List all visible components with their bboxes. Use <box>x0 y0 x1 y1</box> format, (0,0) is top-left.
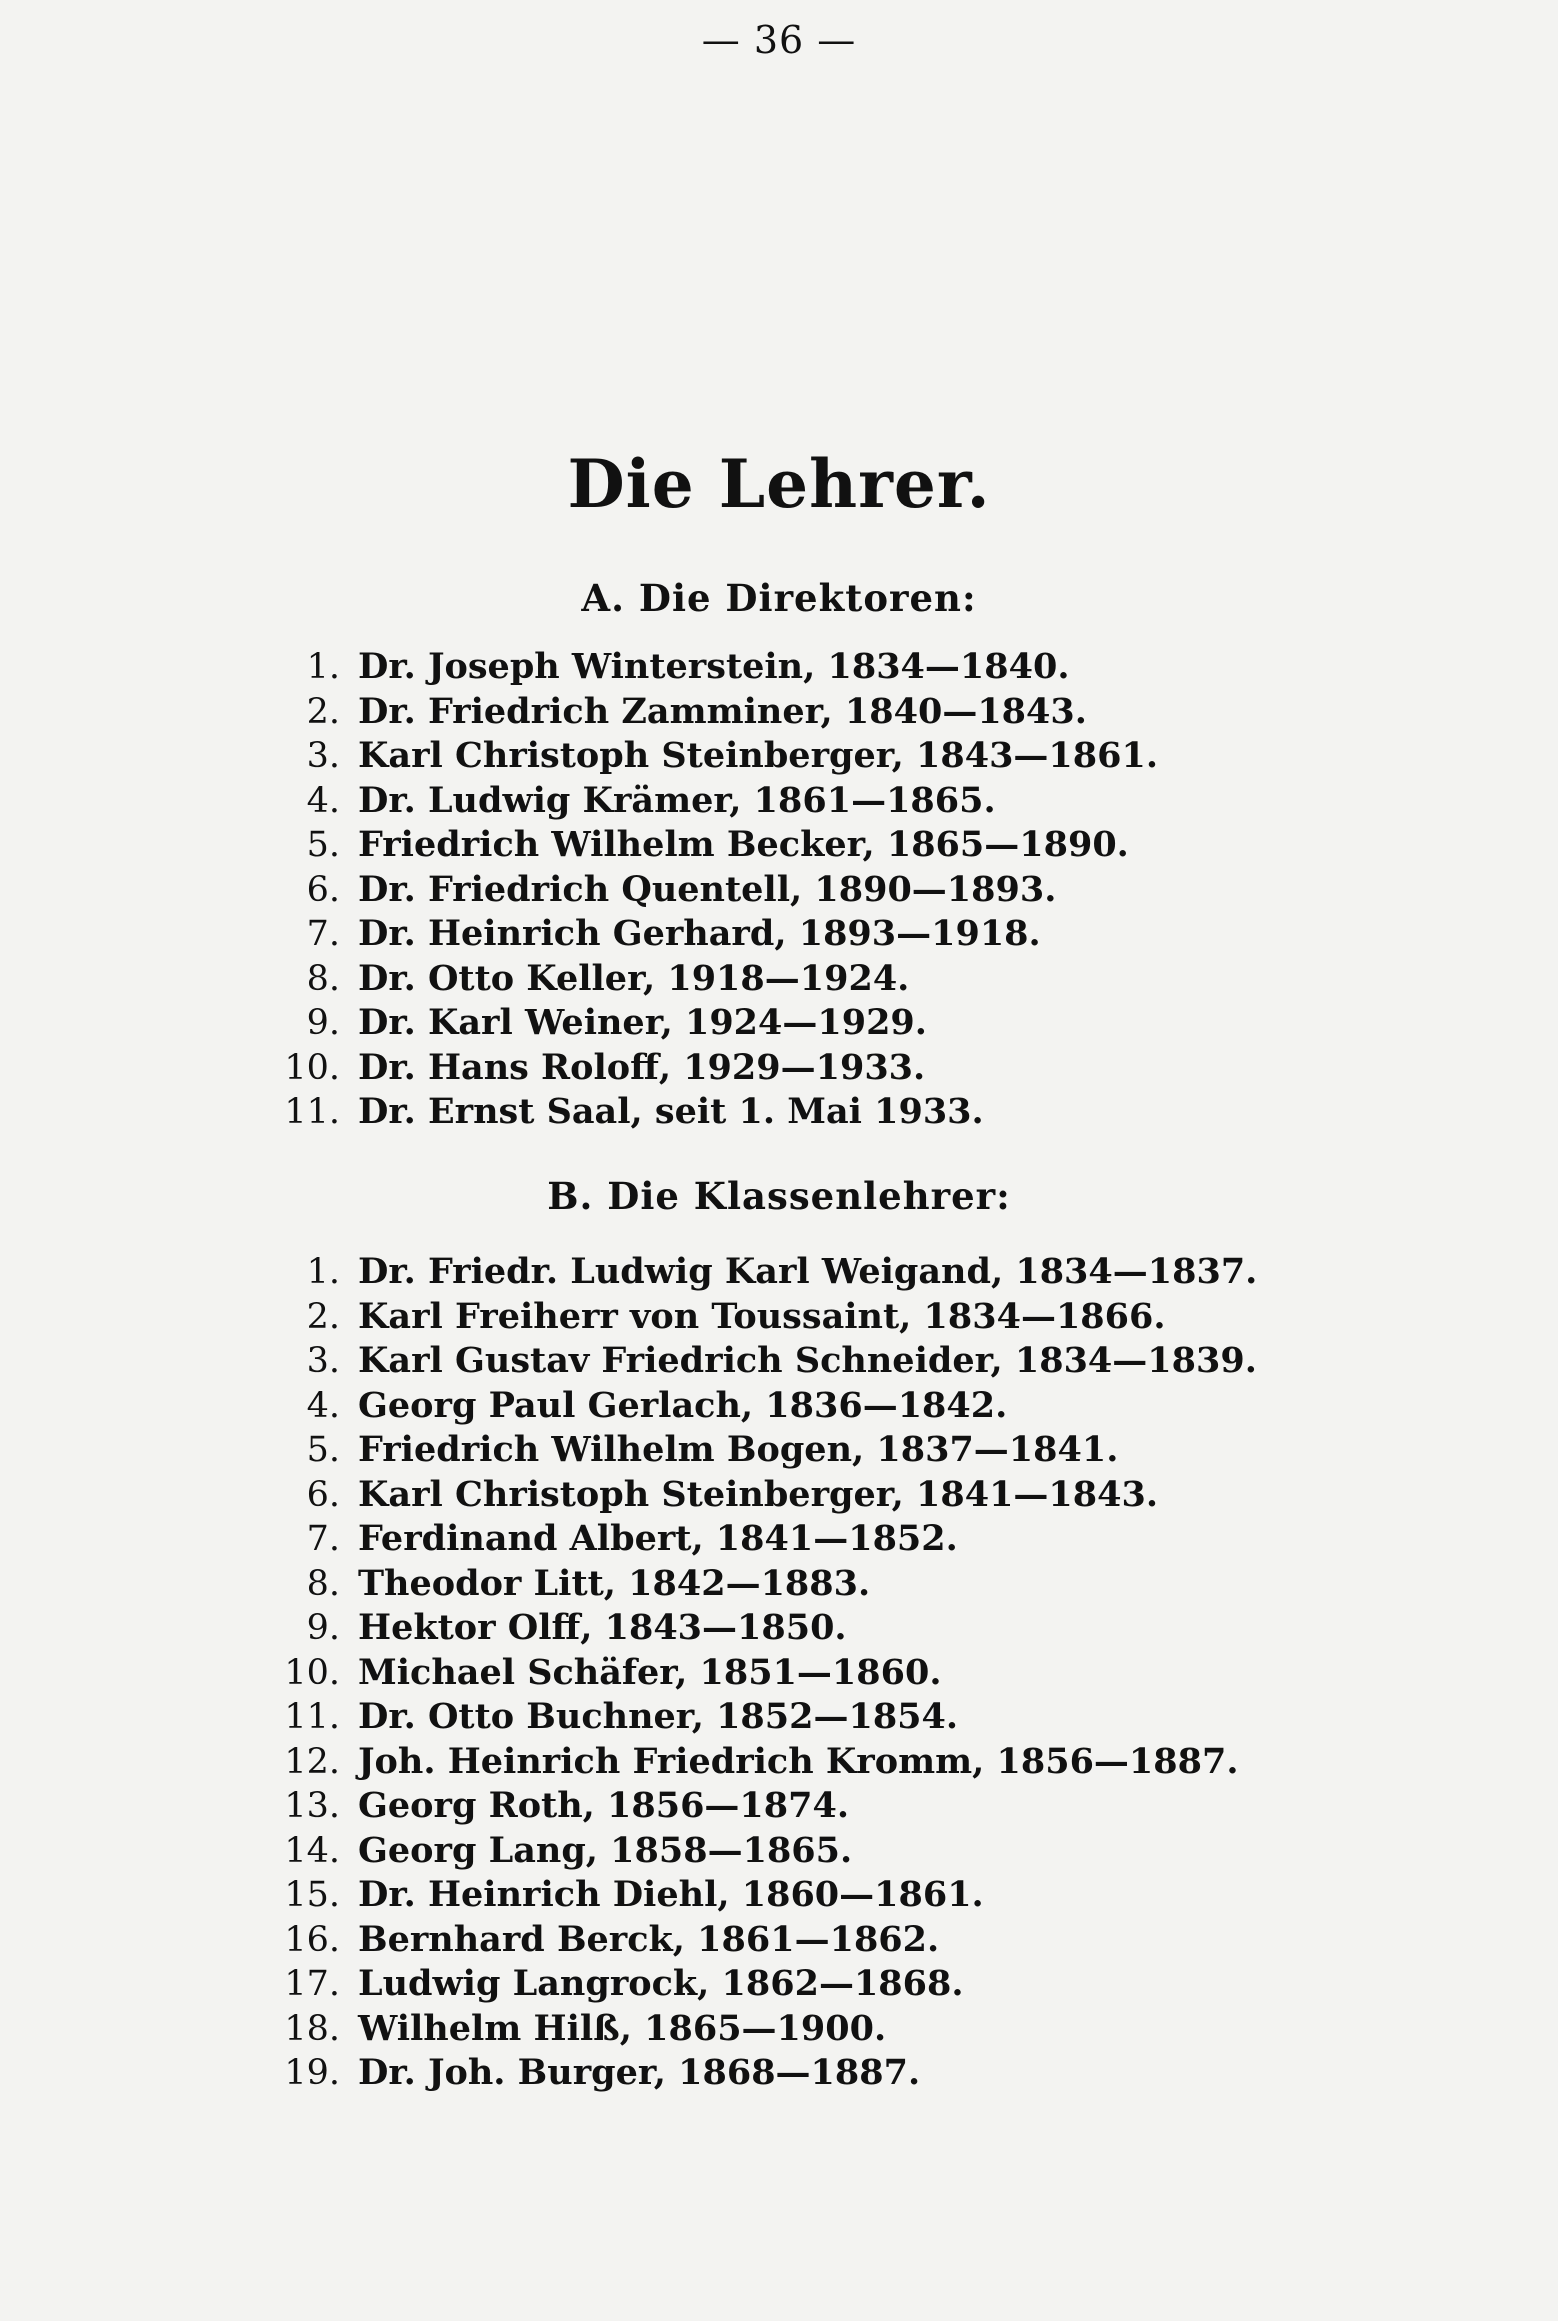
entry-number: 12. <box>284 1741 340 1782</box>
entry-number: 8. <box>306 958 340 999</box>
list-item <box>260 645 1340 690</box>
entry-text: Dr. Otto Buchner, 1852—1854. <box>358 1696 959 1737</box>
entry-text: Dr. Heinrich Gerhard, 1893—1918. <box>358 913 1041 954</box>
list-item <box>260 1250 1340 1295</box>
entry-text: Karl Christoph Steinberger, 1841—1843. <box>358 1473 1159 1515</box>
list-item <box>260 1046 1340 1091</box>
entry-text: Dr. Ernst Saal, seit 1. Mai 1933. <box>358 1091 984 1132</box>
entry-number: 10. <box>284 1652 340 1693</box>
entry-text: Wilhelm Hilß, 1865—1900. <box>358 2007 887 2049</box>
entry-number: 18. <box>284 2008 340 2049</box>
entry-text: Dr. Joh. Burger, 1868—1887. <box>358 2052 921 2093</box>
entry-number: 4. <box>306 780 340 821</box>
entry-text: Dr. Hans Roloff, 1929—1933. <box>358 1046 926 1088</box>
entry-text: Bernhard Berck, 1861—1862. <box>358 1918 940 1960</box>
entry-number: 9. <box>306 1608 340 1648</box>
list-item <box>260 1784 1340 1829</box>
entry-text: Friedrich Wilhelm Becker, 1865—1890. <box>358 824 1129 865</box>
entry-number: 5. <box>306 1430 340 1470</box>
section-heading-directors: A. Die Direktoren: <box>581 576 977 620</box>
entry-text: Joh. Heinrich Friedrich Kromm, 1856—1887. <box>358 1740 1239 1782</box>
entry-text: Hektor Olff, 1843—1850. <box>358 1607 847 1648</box>
list-item <box>260 868 1340 913</box>
entry-text: Ferdinand Albert, 1841—1852. <box>358 1518 958 1559</box>
list-item <box>260 734 1340 779</box>
page-number: — 36 — <box>701 18 857 62</box>
list-item <box>260 1428 1340 1473</box>
list-item <box>260 1517 1340 1562</box>
list-item <box>260 2007 1340 2052</box>
entry-number: 1. <box>306 647 340 687</box>
list-item <box>260 1740 1340 1785</box>
entry-number: 6. <box>306 869 340 910</box>
entry-number: 15. <box>284 1875 340 1915</box>
entry-number: 1. <box>306 1252 340 1292</box>
entry-number: 3. <box>306 736 340 776</box>
list-item <box>260 690 1340 735</box>
list-item <box>260 1606 1340 1651</box>
entry-text: Dr. Friedr. Ludwig Karl Weigand, 1834—1837. <box>358 1251 1258 1292</box>
entry-text: Ludwig Langrock, 1862—1868. <box>358 1963 964 2004</box>
entry-text: Georg Paul Gerlach, 1836—1842. <box>358 1384 1008 1426</box>
directors-list <box>260 645 1340 1135</box>
entry-number: 4. <box>306 1385 340 1426</box>
entry-text: Dr. Friedrich Zamminer, 1840—1843. <box>358 690 1087 732</box>
list-item <box>260 1473 1340 1518</box>
entry-text: Dr. Heinrich Diehl, 1860—1861. <box>358 1874 984 1915</box>
list-item <box>260 1295 1340 1340</box>
list-item <box>260 1384 1340 1429</box>
list-item <box>260 957 1340 1002</box>
entry-number: 11. <box>284 1092 340 1132</box>
entry-number: 3. <box>306 1341 340 1381</box>
class-teachers-list <box>260 1250 1340 2096</box>
list-item <box>260 1651 1340 1696</box>
entry-text: Dr. Otto Keller, 1918—1924. <box>358 957 910 999</box>
list-item <box>260 779 1340 824</box>
entry-text: Karl Gustav Friedrich Schneider, 1834—1839. <box>358 1340 1257 1381</box>
entry-number: 8. <box>306 1563 340 1604</box>
list-item <box>260 823 1340 868</box>
list-item <box>260 1962 1340 2007</box>
entry-number: 14. <box>284 1830 340 1871</box>
list-item <box>260 1090 1340 1135</box>
entry-number: 11. <box>284 1697 340 1737</box>
entry-number: 13. <box>284 1786 340 1826</box>
entry-text: Dr. Friedrich Quentell, 1890—1893. <box>358 868 1057 910</box>
list-item <box>260 1562 1340 1607</box>
list-item <box>260 1829 1340 1874</box>
list-item <box>260 1339 1340 1384</box>
entry-number: 16. <box>284 1919 340 1960</box>
entry-text: Karl Freiherr von Toussaint, 1834—1866. <box>358 1295 1166 1337</box>
entry-text: Dr. Karl Weiner, 1924—1929. <box>358 1002 927 1043</box>
entry-text: Friedrich Wilhelm Bogen, 1837—1841. <box>358 1429 1119 1470</box>
entry-number: 7. <box>306 914 340 954</box>
entry-text: Karl Christoph Steinberger, 1843—1861. <box>358 735 1159 776</box>
entry-number: 2. <box>306 691 340 732</box>
section-heading-class-teachers: B. Die Klassenlehrer: <box>547 1174 1011 1218</box>
entry-text: Georg Roth, 1856—1874. <box>358 1785 850 1826</box>
entry-number: 9. <box>306 1003 340 1043</box>
entry-text: Georg Lang, 1858—1865. <box>358 1829 853 1871</box>
entry-number: 7. <box>306 1519 340 1559</box>
entry-text: Michael Schäfer, 1851—1860. <box>358 1651 942 1693</box>
entry-number: 10. <box>284 1047 340 1088</box>
entry-text: Dr. Ludwig Krämer, 1861—1865. <box>358 779 996 821</box>
entry-number: 17. <box>284 1964 340 2004</box>
list-item <box>260 912 1340 957</box>
entry-number: 6. <box>306 1474 340 1515</box>
list-item <box>260 1873 1340 1918</box>
entry-number: 2. <box>306 1296 340 1337</box>
entry-number: 5. <box>306 825 340 865</box>
list-item <box>260 2051 1340 2096</box>
page-title: Die Lehrer. <box>567 445 991 523</box>
entry-number: 19. <box>284 2053 340 2093</box>
entry-text: Dr. Joseph Winterstein, 1834—1840. <box>358 646 1070 687</box>
entry-text: Theodor Litt, 1842—1883. <box>358 1562 871 1604</box>
list-item <box>260 1918 1340 1963</box>
list-item <box>260 1001 1340 1046</box>
list-item <box>260 1695 1340 1740</box>
